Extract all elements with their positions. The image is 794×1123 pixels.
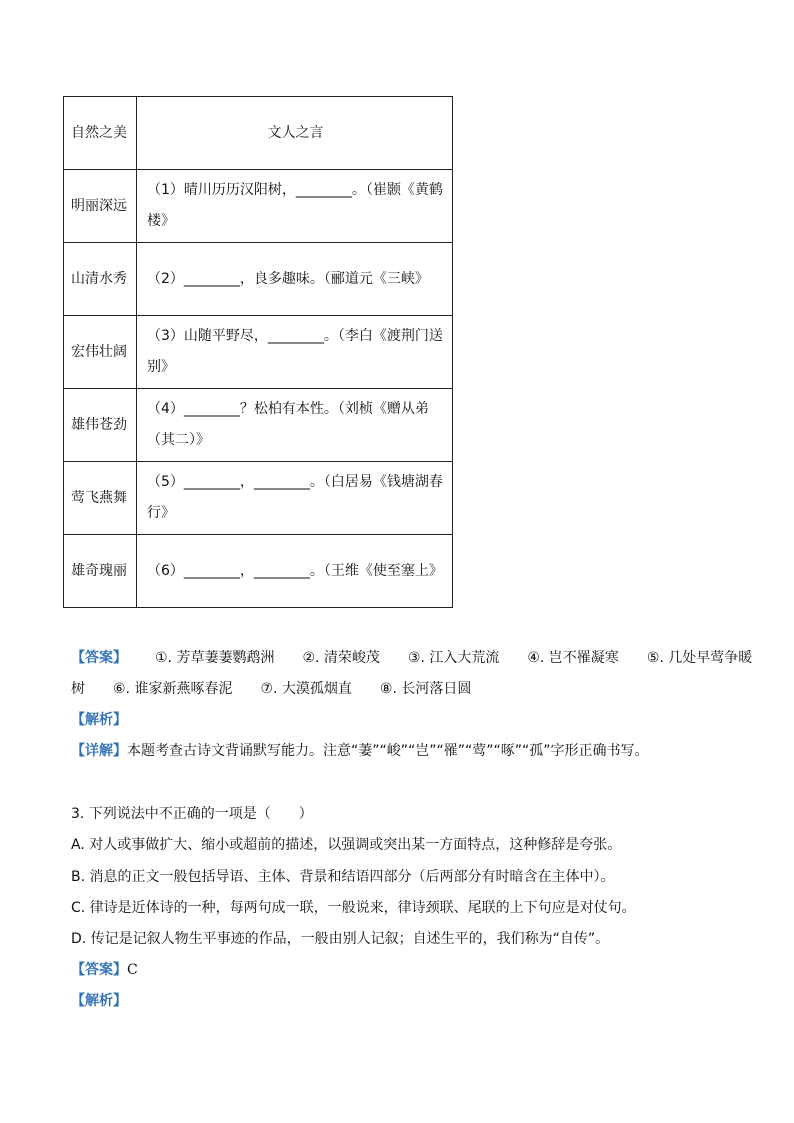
- header-words: 文人之言: [137, 97, 453, 170]
- row-text: （2）________，良多趣味。（郦道元《三峡》: [137, 243, 453, 316]
- detail-label: 【详解】: [71, 743, 127, 759]
- row-beauty: 山清水秀: [64, 243, 137, 316]
- answer-item: ⑥. 谁家新燕啄春泥: [113, 681, 233, 697]
- row-text: （3）山随平野尽，________。（李白《渡荆门送别》: [137, 316, 453, 389]
- table-row: [64, 316, 453, 389]
- table-row: [64, 170, 453, 243]
- row-beauty: 莺飞燕舞: [64, 462, 137, 535]
- detail-text: 本题考查古诗文背诵默写能力。注意“萋”“峻”“岂”“罹”“莺”“啄”“孤”字形正确书写。: [127, 743, 649, 759]
- table-row: [64, 243, 453, 316]
- answer-item: ⑤. 几处早莺争暖树: [71, 650, 753, 697]
- header-beauty: 自然之美: [64, 97, 137, 170]
- row-text: （6）________，________。（王维《使至塞上》: [137, 535, 453, 608]
- answer-block-1: [71, 643, 754, 705]
- answer-label: 【答案】: [71, 650, 127, 666]
- question-3-option-a: A. 对人或事做扩大、缩小或超前的描述，以强调或突出某一方面特点，这种修辞是夸张。: [71, 837, 622, 853]
- table-row: [64, 389, 453, 462]
- answer-value: C: [127, 962, 138, 978]
- row-beauty: 明丽深远: [64, 170, 137, 243]
- row-text: （4）________？松柏有本性。（刘桢《赠从弟（其二）》: [137, 389, 453, 462]
- table-row: [64, 462, 453, 535]
- row-beauty: 雄伟苍劲: [64, 389, 137, 462]
- question-3-option-d: D. 传记是记叙人物生平事迹的作品，一般由别人记叙；自述生平的，我们称为“自传”。: [71, 931, 610, 947]
- answer-item: ⑦. 大漠孤烟直: [260, 681, 352, 697]
- answer-item: ③. 江入大荒流: [407, 650, 500, 666]
- answer-item: ②. 清荣峻茂: [302, 650, 380, 666]
- answer-item: ⑧. 长河落日圆: [379, 681, 472, 697]
- analysis-block-1: [71, 705, 754, 736]
- question-3-option-b: B. 消息的正文一般包括导语、主体、背景和结语四部分（后两部分有时暗含在主体中）。: [71, 869, 615, 885]
- answer-label: 【答案】: [71, 962, 127, 978]
- answer-block-2: [71, 955, 754, 986]
- detail-block: [71, 736, 754, 767]
- analysis-label: 【解析】: [71, 712, 127, 728]
- row-text: （5）________，________。（白居易《钱塘湖春行》: [137, 462, 453, 535]
- analysis-label: 【解析】: [71, 993, 127, 1009]
- row-beauty: 宏伟壮阔: [64, 316, 137, 389]
- question-3-option-c: C. 律诗是近体诗的一种，每两句成一联，一般说来，律诗颈联、尾联的上下句应是对仗句。: [71, 900, 636, 916]
- answer-item: ①. 芳草萋萋鹦鹉洲: [155, 650, 275, 666]
- question-3-stem: 3. 下列说法中不正确的一项是（ ）: [71, 806, 313, 822]
- row-text: （1）晴川历历汉阳树，________。（崔颢《黄鹤楼》: [137, 170, 453, 243]
- answer-item: ④. 岂不罹凝寒: [527, 650, 619, 666]
- poetry-table: [63, 96, 453, 608]
- analysis-block-2: [71, 986, 754, 1017]
- table-header-row: [64, 97, 453, 170]
- row-beauty: 雄奇瑰丽: [64, 535, 137, 608]
- table-row: [64, 535, 453, 608]
